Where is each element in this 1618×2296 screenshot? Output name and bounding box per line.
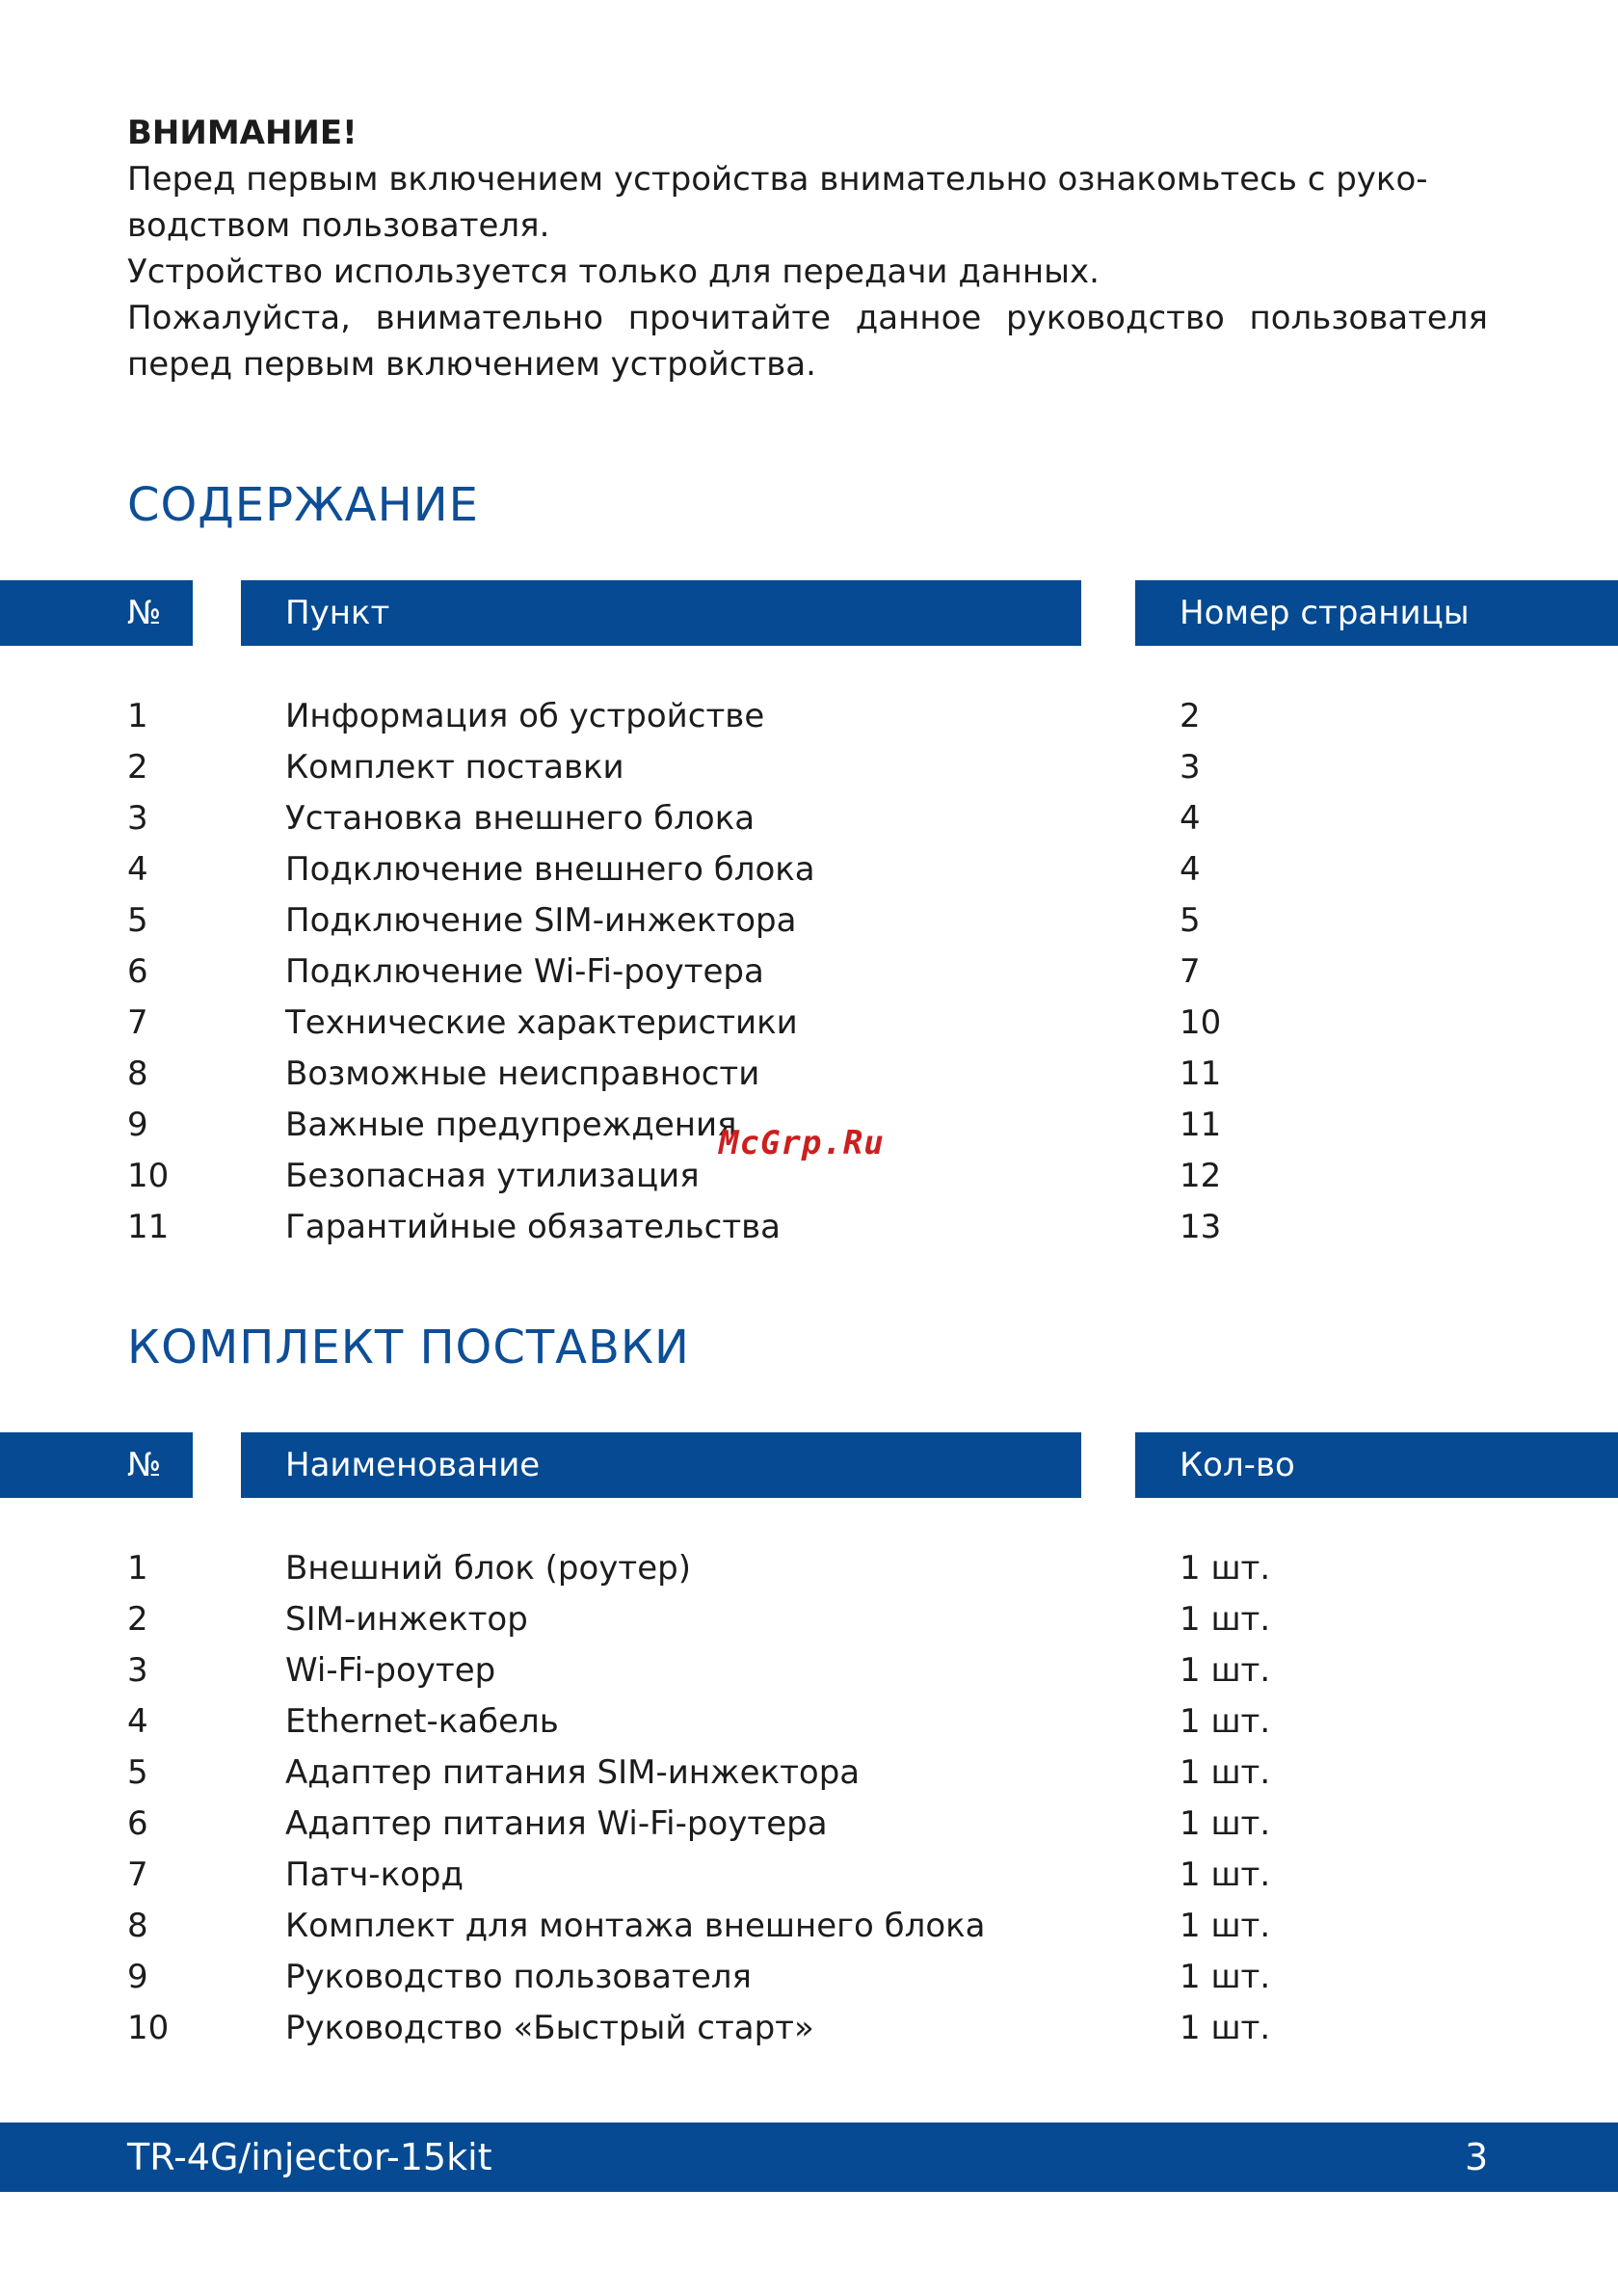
row-page: 5 [1180,901,1201,940]
row-number: 2 [127,748,148,787]
row-page: 11 [1180,1055,1222,1093]
row-number: 4 [127,1702,148,1741]
row-item: Установка внешнего блока [285,799,756,838]
kit-row [0,1799,1618,1850]
kit-row [0,1748,1618,1799]
row-page: 7 [1180,952,1201,991]
attention-line-1: Перед первым включением устройства внимательно ознакомьтесь с руко-водством пользователя. [127,160,1428,245]
row-number: 7 [127,1003,148,1042]
row-item: Подключение SIM-инжектора [285,901,797,940]
row-name: Комплект для монтажа внешнего блока [285,1907,986,1945]
kit-header-num: № [0,1432,193,1498]
row-qty: 1 шт. [1180,1651,1271,1690]
row-name: Внешний блок (роутер) [285,1549,691,1588]
row-qty: 1 шт. [1180,1600,1271,1639]
footer-model: TR-4G/injector-15kit [127,2136,492,2178]
contents-header-page: Номер страницы [1135,580,1618,646]
watermark: McGrp.Ru [719,1124,885,1162]
row-item: Технические характеристики [285,1003,798,1042]
row-qty: 1 шт. [1180,1753,1271,1792]
row-page: 13 [1180,1208,1222,1246]
contents-row [0,895,1618,947]
row-number: 5 [127,1753,148,1792]
row-item: Комплект поставки [285,748,624,787]
row-number: 9 [127,1106,148,1144]
row-number: 2 [127,1600,148,1639]
contents-row [0,1202,1618,1253]
row-name: Руководство пользователя [285,1958,752,1996]
row-item: Возможные неисправности [285,1055,760,1093]
row-number: 3 [127,799,148,838]
kit-header-name: Наименование [241,1432,1081,1498]
attention-line-2: Устройство используется только для передачи данных. [127,253,1100,291]
footer-page-number: 3 [1465,2136,1489,2178]
row-qty: 1 шт. [1180,1702,1271,1741]
kit-row [0,1645,1618,1696]
row-qty: 1 шт. [1180,1804,1271,1843]
contents-title: СОДЕРЖАНИЕ [127,478,479,532]
row-number: 8 [127,1907,148,1945]
row-number: 6 [127,1804,148,1843]
row-qty: 1 шт. [1180,1907,1271,1945]
row-qty: 1 шт. [1180,1958,1271,1996]
attention-line-3: Пожалуйста, внимательно прочитайте данное руководство пользователя перед первым включением устройства. [127,299,1488,384]
contents-row [0,1049,1618,1100]
row-item: Подключение Wi-Fi-роутера [285,952,764,991]
row-item: Безопасная утилизация [285,1157,700,1195]
row-item: Информация об устройстве [285,697,765,735]
contents-row [0,844,1618,895]
contents-row [0,793,1618,844]
row-number: 8 [127,1055,148,1093]
attention-heading: ВНИМАНИЕ! [127,114,358,152]
contents-header-num: № [0,580,193,646]
row-number: 5 [127,901,148,940]
row-name: Руководство «Быстрый старт» [285,2009,814,2047]
contents-row [0,947,1618,998]
row-number: 4 [127,850,148,889]
row-item: Важные предупреждения [285,1106,737,1144]
kit-row [0,1543,1618,1594]
row-name: Патч-корд [285,1855,464,1894]
row-qty: 1 шт. [1180,2009,1271,2047]
row-name: Адаптер питания SIM-инжектора [285,1753,861,1792]
row-item: Гарантийные обязательства [285,1208,782,1246]
contents-list [0,691,1618,1253]
row-page: 12 [1180,1157,1222,1195]
row-name: Ethernet-кабель [285,1702,559,1741]
contents-row [0,742,1618,793]
row-page: 2 [1180,697,1201,735]
footer-bar [0,2122,1618,2192]
contents-row [0,691,1618,742]
row-page: 4 [1180,799,1201,838]
row-number: 11 [127,1208,170,1246]
kit-row [0,2003,1618,2054]
kit-title: КОМПЛЕКТ ПОСТАВКИ [127,1321,690,1375]
row-qty: 1 шт. [1180,1549,1271,1588]
row-name: SIM-инжектор [285,1600,528,1639]
row-number: 10 [127,2009,170,2047]
row-number: 3 [127,1651,148,1690]
row-number: 7 [127,1855,148,1894]
row-number: 6 [127,952,148,991]
row-page: 10 [1180,1003,1222,1042]
kit-row [0,1850,1618,1901]
kit-header-qty: Кол-во [1135,1432,1618,1498]
kit-row [0,1901,1618,1952]
row-number: 1 [127,1549,148,1588]
contents-header-item: Пункт [241,580,1081,646]
kit-row [0,1696,1618,1748]
row-name: Wi-Fi-роутер [285,1651,496,1690]
contents-row [0,998,1618,1049]
row-item: Подключение внешнего блока [285,850,815,889]
row-number: 9 [127,1958,148,1996]
row-qty: 1 шт. [1180,1855,1271,1894]
row-number: 10 [127,1157,170,1195]
kit-row [0,1594,1618,1645]
row-page: 11 [1180,1106,1222,1144]
row-page: 4 [1180,850,1201,889]
row-page: 3 [1180,748,1201,787]
attention-block [127,110,1488,387]
kit-row [0,1952,1618,2003]
row-number: 1 [127,697,148,735]
row-name: Адаптер питания Wi-Fi-роутера [285,1804,828,1843]
kit-list [0,1543,1618,2054]
